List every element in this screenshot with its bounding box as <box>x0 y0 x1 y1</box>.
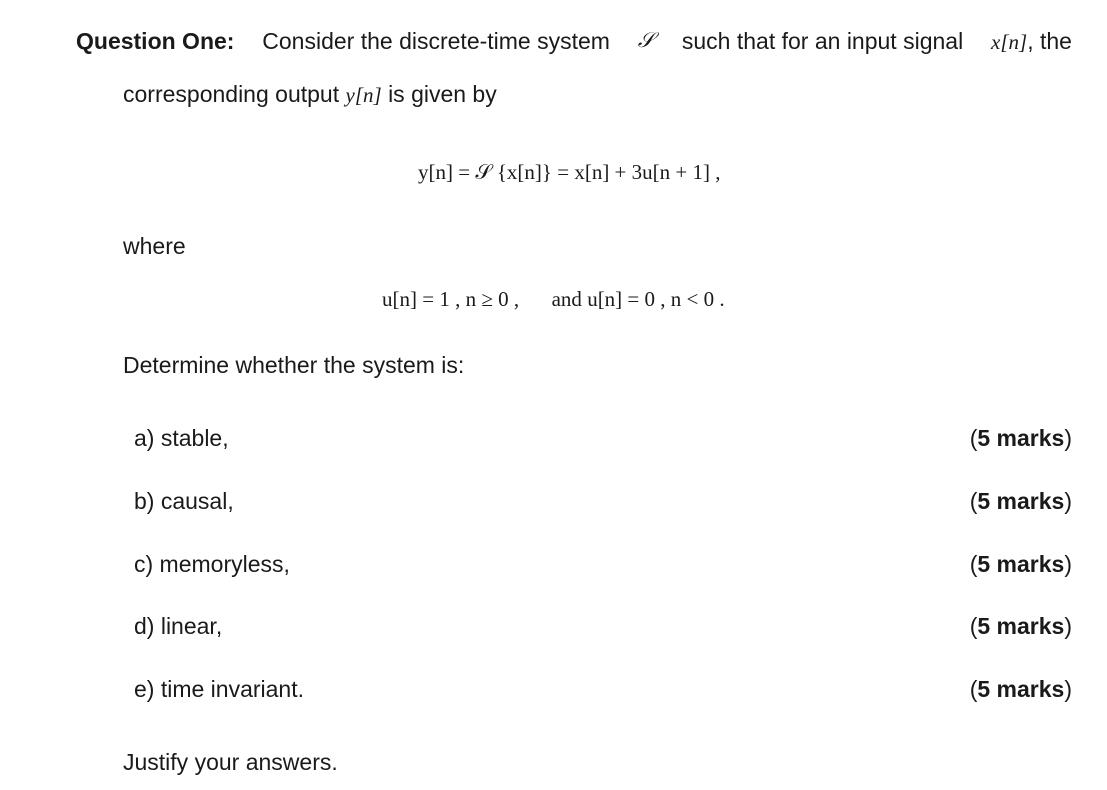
item-marks: (5 marks) <box>969 425 1072 451</box>
item-label-time-invariant: e) time invariant. <box>134 676 305 702</box>
list-item <box>134 676 1072 703</box>
where-label: where <box>123 233 186 259</box>
item-marks: (5 marks) <box>969 613 1072 639</box>
line2-part-2: is given by <box>388 81 497 107</box>
intro-part-2: such that for an input signal <box>681 28 964 54</box>
determine-text: Determine whether the system is: <box>123 352 465 378</box>
and-word: and <box>551 287 582 311</box>
equation-main: y[n] = 𝒮 {x[n]} = x[n] + 3u[n + 1] , <box>418 160 721 184</box>
question-line-2 <box>123 81 497 108</box>
item-label-stable: a) stable, <box>134 425 229 451</box>
item-marks: (5 marks) <box>969 676 1072 702</box>
line2-part-1: corresponding output <box>123 81 340 107</box>
list-item <box>134 613 1072 640</box>
intro-part-3: , the <box>1027 28 1072 54</box>
list-item <box>134 425 1072 452</box>
step-def-negative: u[n] = 0 , n < 0 . <box>587 287 725 311</box>
intro-part-1: Consider the discrete-time system <box>262 28 610 54</box>
item-label-memoryless: c) memoryless, <box>134 551 290 577</box>
item-label-linear: d) linear, <box>134 613 223 639</box>
justify-text: Justify your answers. <box>123 749 338 775</box>
list-item <box>134 488 1072 515</box>
item-marks: (5 marks) <box>969 488 1072 514</box>
output-signal: y[n] <box>345 83 382 107</box>
step-def-positive: u[n] = 1 , n ≥ 0 , <box>382 287 520 311</box>
question-label: Question One: <box>76 28 235 54</box>
input-signal: x[n] <box>991 30 1028 54</box>
question-line-1 <box>76 28 1072 55</box>
item-marks: (5 marks) <box>969 551 1072 577</box>
list-item <box>134 551 1072 578</box>
input-signal-group <box>991 28 1072 55</box>
equation-step-function <box>382 287 725 312</box>
system-symbol: 𝒮 <box>637 28 655 52</box>
item-label-causal: b) causal, <box>134 488 234 514</box>
